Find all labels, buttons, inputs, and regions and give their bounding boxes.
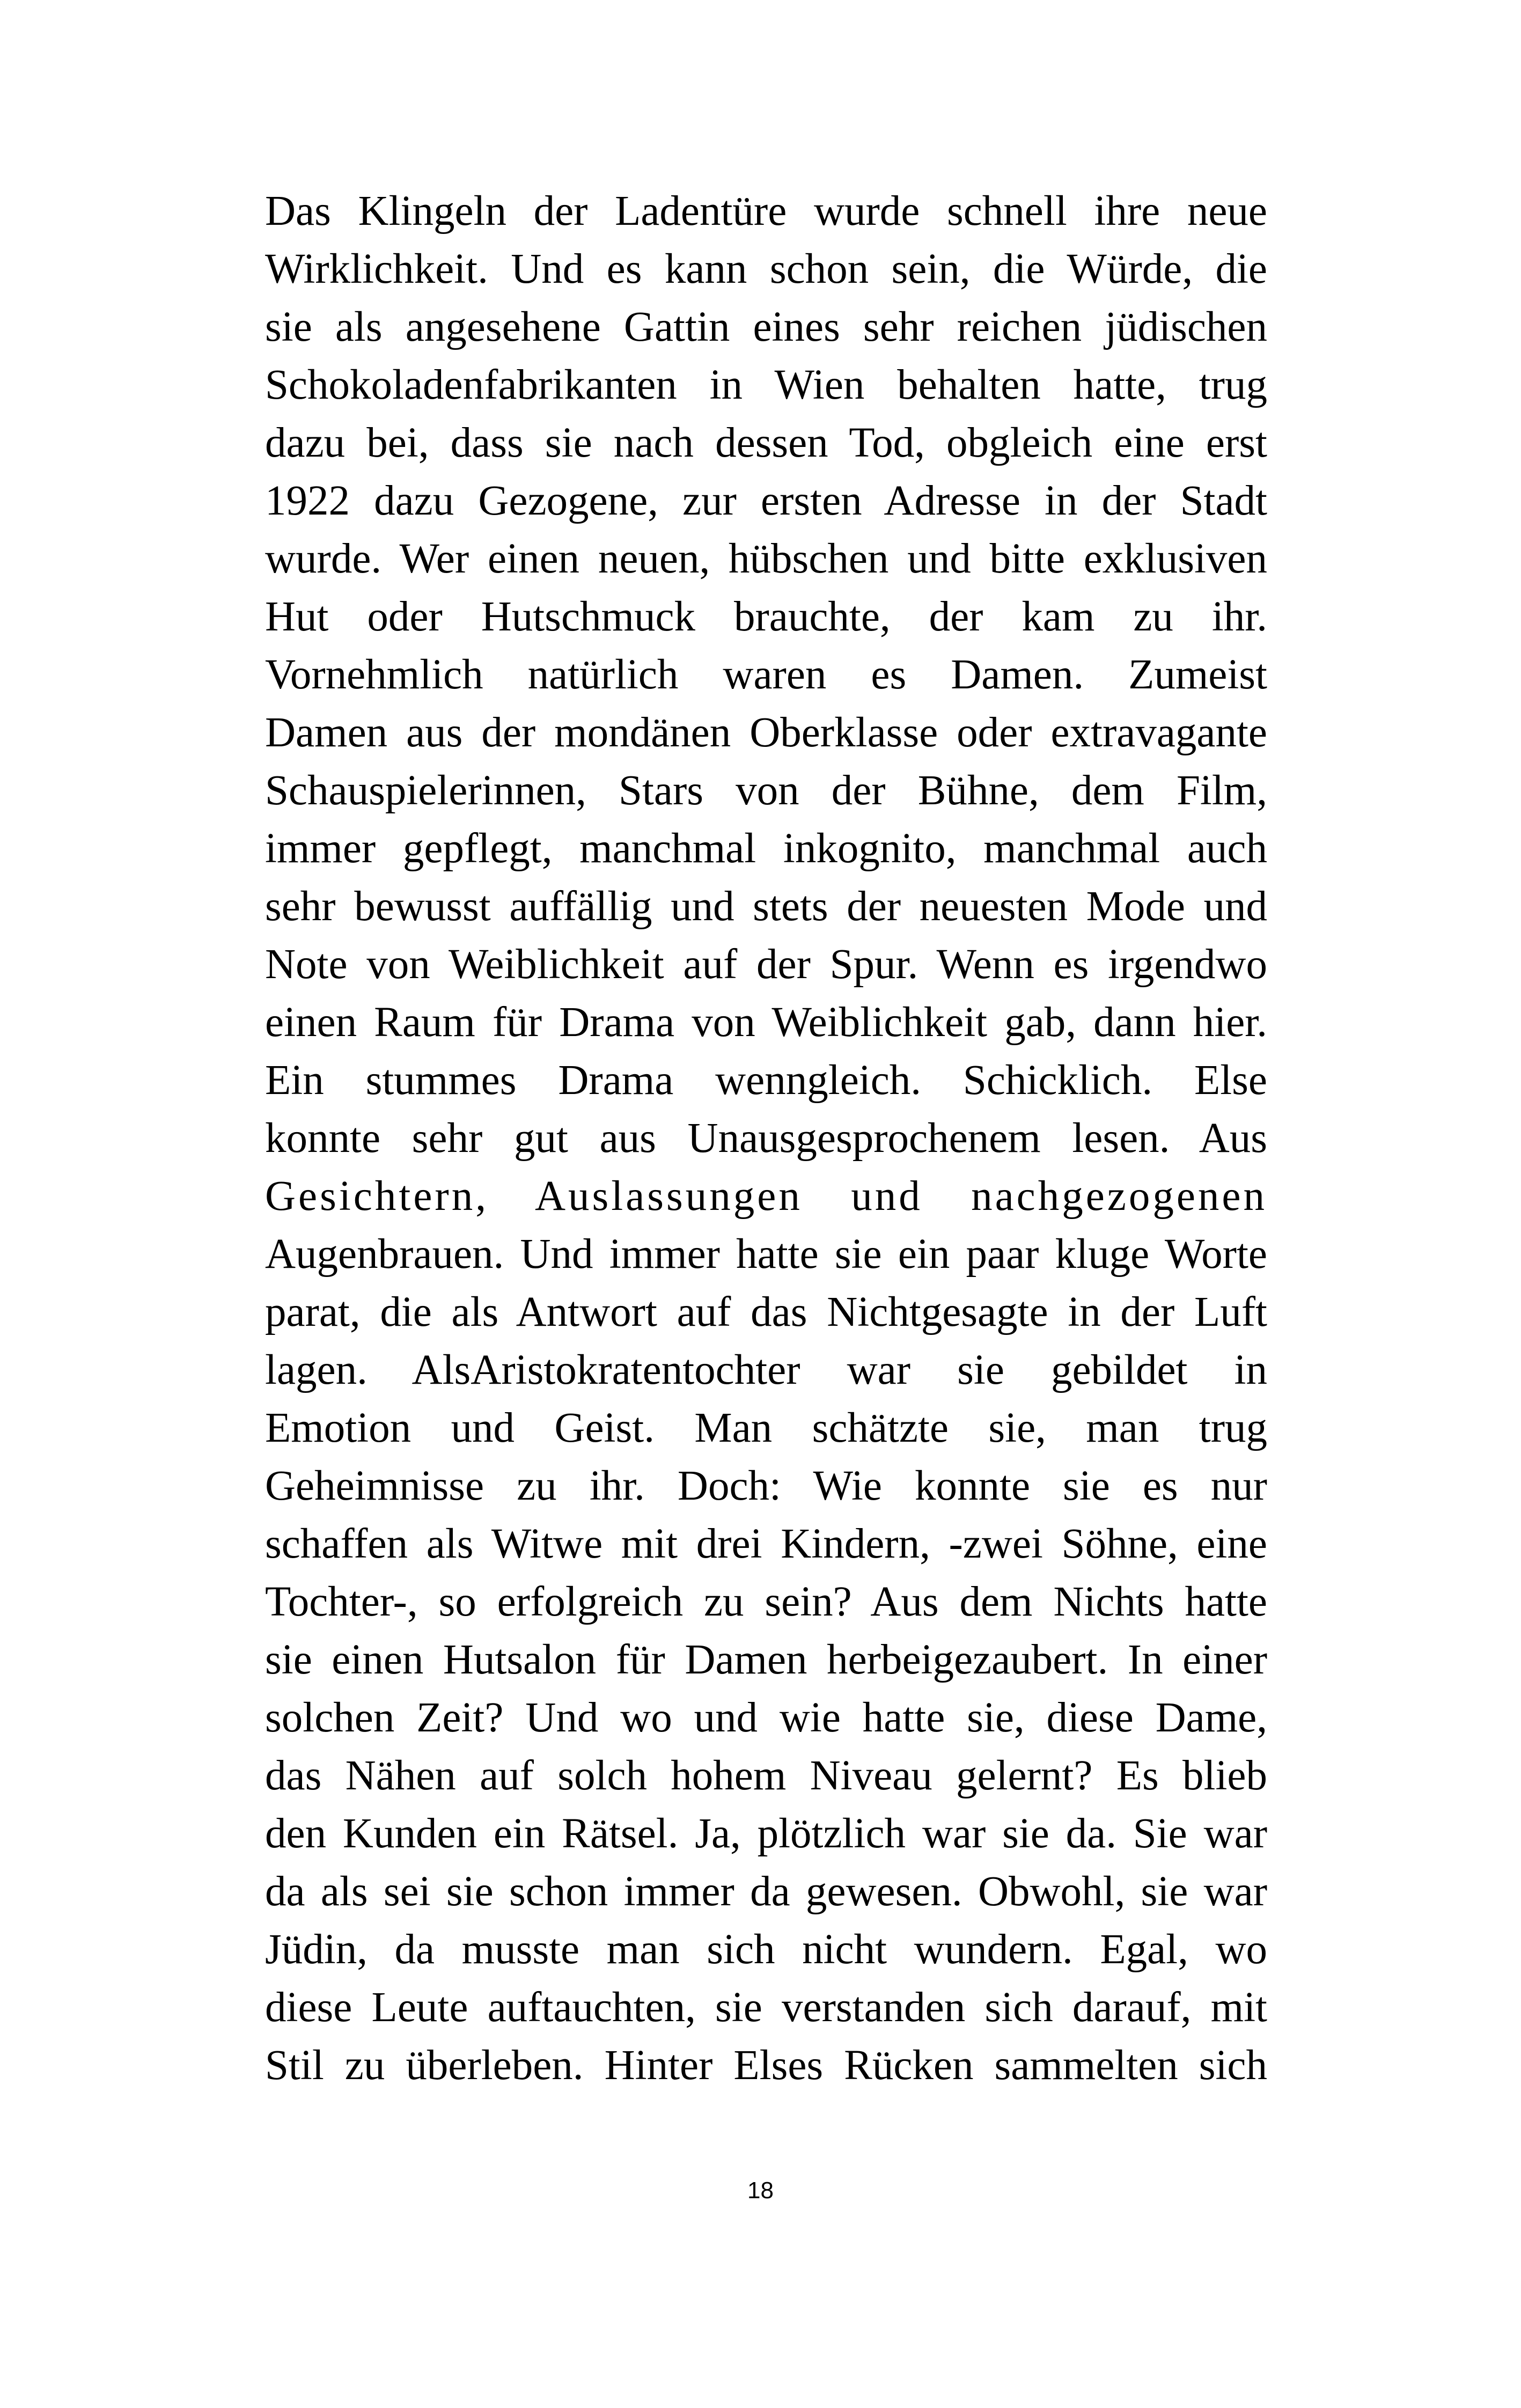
text-line: wurde. Wer einen neuen, hübschen und bitte exklusiven — [265, 535, 1267, 582]
text-line: Schokoladenfabrikanten in Wien behalten hatte, trug — [265, 362, 1267, 408]
text-line: einen Raum für Drama von Weiblichkeit gab, dann hier. — [265, 999, 1267, 1046]
text-line: diese Leute auftauchten, sie verstanden sich darauf, mit — [265, 1984, 1267, 2031]
text-line: den Kunden ein Rätsel. Ja, plötzlich war sie da. Sie war — [265, 1810, 1267, 1857]
text-line: parat, die als Antwort auf das Nichtgesagte in der Luft — [265, 1289, 1267, 1335]
text-line: Jüdin, da musste man sich nicht wundern. Egal, wo — [265, 1926, 1267, 1973]
text-line: Stil zu überleben. Hinter Elses Rücken sammelten sich — [265, 2042, 1267, 2089]
text-line: da als sei sie schon immer da gewesen. Obwohl, sie war — [265, 1868, 1267, 1915]
text-line: das Nähen auf solch hohem Niveau gelernt? Es blieb — [265, 1752, 1267, 1799]
text-line: dazu bei, dass sie nach dessen Tod, obgleich eine erst — [265, 420, 1267, 466]
text-line: Vornehmlich natürlich waren es Damen. Zumeist — [265, 651, 1267, 698]
text-line: Hut oder Hutschmuck brauchte, der kam zu ihr. — [265, 593, 1267, 640]
text-line: immer gepflegt, manchmal inkognito, manchmal auch — [265, 825, 1267, 872]
text-line: Das Klingeln der Ladentüre wurde schnell ihre neue — [265, 188, 1267, 234]
text-line: konnte sehr gut aus Unausgesprochenem lesen. Aus — [265, 1115, 1267, 1162]
text-line: 1922 dazu Gezogene, zur ersten Adresse in der Stadt — [265, 478, 1267, 524]
text-line: Emotion und Geist. Man schätzte sie, man trug — [265, 1405, 1267, 1451]
text-line: Geheimnisse zu ihr. Doch: Wie konnte sie es nur — [265, 1463, 1267, 1509]
text-line: schaffen als Witwe mit drei Kindern, -zwei Söhne, eine — [265, 1521, 1267, 1567]
text-line: sie einen Hutsalon für Damen herbeigezaubert. In einer — [265, 1636, 1267, 1683]
text-line: Schauspielerinnen, Stars von der Bühne, dem Film, — [265, 767, 1267, 814]
text-line: sie als angesehene Gattin eines sehr reichen jüdischen — [265, 304, 1267, 350]
body-text — [265, 182, 1267, 2095]
text-line: lagen. AlsAristokratentochter war sie gebildet in — [265, 1347, 1267, 1393]
text-line: Gesichtern, Auslassungen und nachgezogenen — [265, 1173, 1267, 1220]
page-number: 18 — [747, 2177, 774, 2204]
text-line: Wirklichkeit. Und es kann schon sein, die Würde, die — [265, 246, 1267, 292]
text-line: Augenbrauen. Und immer hatte sie ein paar kluge Worte — [265, 1231, 1267, 1278]
text-line: sehr bewusst auffällig und stets der neuesten Mode und — [265, 883, 1267, 930]
text-line: Damen aus der mondänen Oberklasse oder extravagante — [265, 709, 1267, 756]
text-line: Note von Weiblichkeit auf der Spur. Wenn es irgendwo — [265, 941, 1267, 988]
text-line: Ein stummes Drama wenngleich. Schicklich. Else — [265, 1057, 1267, 1104]
text-line: Tochter-, so erfolgreich zu sein? Aus dem Nichts hatte — [265, 1579, 1267, 1625]
text-line: solchen Zeit? Und wo und wie hatte sie, diese Dame, — [265, 1694, 1267, 1741]
